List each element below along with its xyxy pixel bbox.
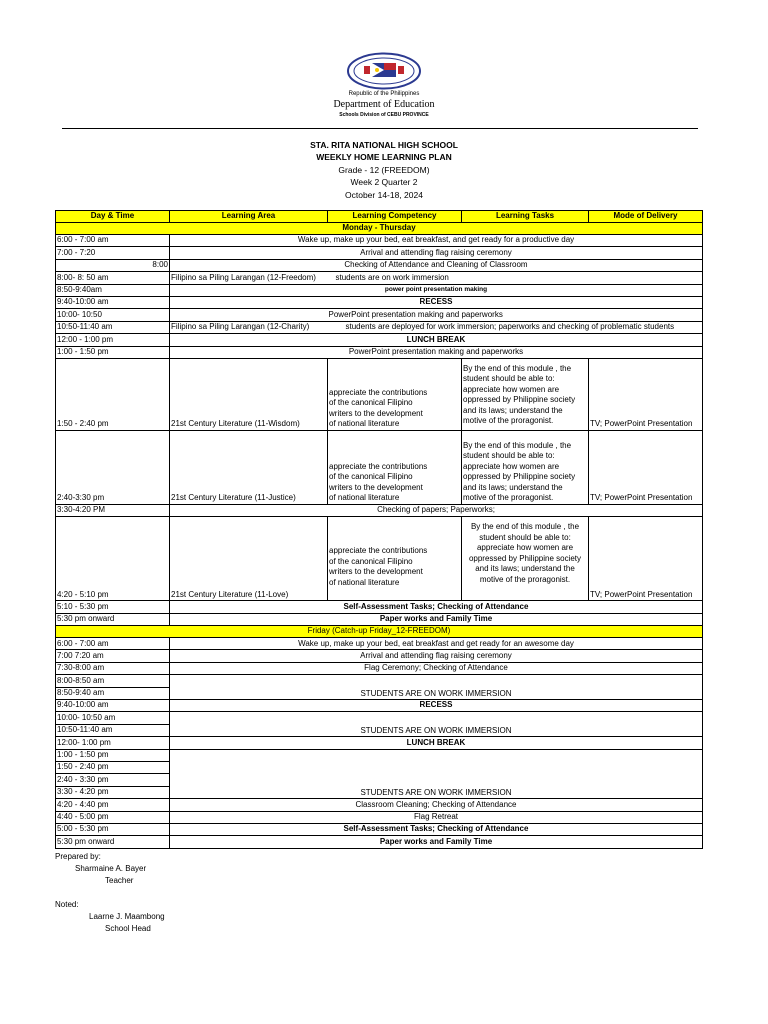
noted-label: Noted: [55,900,79,909]
table-row [56,247,703,259]
time-cell: 1:00 - 1:50 pm [56,346,170,358]
activity-cell: power point presentation making [170,284,703,296]
activity-cell: RECESS [170,700,703,712]
activity-cell: LUNCH BREAK [170,334,703,346]
area-cell: 21st Century Literature (11-Justice) [170,430,328,504]
table-row [56,737,703,749]
activity-cell: PowerPoint presentation making and paperworks [328,309,703,321]
table-row [56,749,703,761]
time-cell: 5:30 pm onward [56,836,170,848]
activity-cell: Arrival and attending flag raising ceremony [170,247,703,259]
division-label: Schools Division of CEBU PROVINCE [339,112,429,118]
noted-role: School Head [105,924,151,933]
task-line: By the end of this module , the [470,522,580,532]
competency-cell [328,517,462,601]
date-range: October 14-18, 2024 [345,189,423,200]
activity-cell: Checking of papers; Paperworks; [170,504,703,516]
header-divider [62,128,698,129]
activity-cell: PowerPoint presentation making and paperworks [170,346,703,358]
time-cell: 9:40-10:00 am [56,296,170,308]
table-row [56,321,703,333]
activity-cell: Paper works and Family Time [170,613,703,625]
task-line: student should be able to: [463,374,555,384]
table-row [56,799,703,811]
table-row [56,638,703,650]
plan-title: WEEKLY HOME LEARNING PLAN [316,152,452,163]
column-header: Mode of Delivery [589,211,703,223]
task-cell [462,430,589,504]
time-cell: 10:50-11:40 am [56,321,170,333]
task-line: and its laws; understand the [463,405,563,415]
column-header: Day & Time [56,211,170,223]
competency-cell [328,358,462,430]
time-cell: 12:00- 1:00 pm [56,737,170,749]
task-line: student should be able to: [479,532,571,542]
week-label: Week 2 Quarter 2 [350,177,418,188]
time-cell: 1:00 - 1:50 pm [56,749,170,761]
mode-cell: TV; PowerPoint Presentation [589,517,703,601]
area-cell: 21st Century Literature (11-Wisdom) [170,358,328,430]
task-cell [462,517,589,601]
table-row [56,712,703,724]
activity-cell: Checking of Attendance and Cleaning of Classroom [170,259,703,271]
competency-line: writers to the development [329,567,423,577]
table-row [56,675,703,687]
area-cell: 21st Century Literature (11-Love) [170,517,328,601]
time-cell: 1:50 - 2:40 pm [56,761,170,773]
learning-plan-table [55,210,703,849]
deped-seal-logo [346,52,422,90]
task-line: oppressed by Philippine society [463,472,576,482]
table-row [56,259,703,271]
time-cell: 1:50 - 2:40 pm [56,358,170,430]
task-cell [462,358,589,430]
time-cell: 2:40 - 3:30 pm [56,774,170,786]
competency-line: of national literature [329,577,400,587]
time-cell: 8:00 [56,259,170,271]
competency-line: writers to the development [329,408,423,418]
activity-cell: STUDENTS ARE ON WORK IMMERSION [170,675,703,700]
competency-line: of the canonical Filipino [329,472,413,482]
activity-cell: LUNCH BREAK [170,737,703,749]
activity-cell: STUDENTS ARE ON WORK IMMERSION [170,749,703,799]
prepared-name: Sharmaine A. Bayer [75,864,147,873]
activity-cell: Arrival and attending flag raising ceremony [170,650,703,662]
time-cell: 3:30-4:20 PM [56,504,170,516]
section-row-friday [56,626,703,638]
prepared-role: Teacher [105,876,134,885]
table-row [56,430,703,504]
table-row [56,272,703,284]
table-row [56,334,703,346]
table-row [56,823,703,835]
time-cell: 6:00 - 7:00 am [56,638,170,650]
time-cell: 10:50-11:40 am [56,724,170,736]
task-line: oppressed by Philippine society [463,395,576,405]
table-row [56,700,703,712]
task-line: By the end of this module , the [463,363,572,373]
activity-cell: Flag Retreat [170,811,703,823]
time-cell: 10:00- 10:50 [56,309,170,321]
competency-line: appreciate the contributions [329,461,428,471]
task-line: student should be able to: [463,451,555,461]
prepared-label: Prepared by: [55,852,101,861]
table-header-row [56,211,703,223]
department-label: Department of Education [333,99,435,110]
task-line: and its laws; understand the [475,564,575,574]
plan-title-block [0,139,768,201]
table-row [56,517,703,601]
signature-block [55,851,165,935]
time-cell: 6:00 - 7:00 am [56,235,170,247]
table-row [56,504,703,516]
section-label: Monday - Thursday [56,223,703,235]
time-cell: 8:50-9:40am [56,284,170,296]
column-header: Learning Competency [328,211,462,223]
area-cell: Filipino sa Piling Larangan (12-Freedom) [170,272,328,284]
task-line: motive of the proragonist. [463,416,554,426]
time-cell: 7:30-8:00 am [56,662,170,674]
table-row [56,836,703,848]
letterhead [0,52,768,118]
mode-cell: TV; PowerPoint Presentation [589,430,703,504]
table-row [56,309,703,321]
time-cell: 4:20 - 5:10 pm [56,517,170,601]
activity-cell: Flag Ceremony; Checking of Attendance [170,662,703,674]
activity-cell: Classroom Cleaning; Checking of Attendance [170,799,703,811]
competency-line: of the canonical Filipino [329,556,413,566]
section-row-mon-thu [56,223,703,235]
table-row [56,358,703,430]
time-cell: 5:30 pm onward [56,613,170,625]
activity-cell: Self-Assessment Tasks; Checking of Attendance [170,601,703,613]
activity-cell: STUDENTS ARE ON WORK IMMERSION [170,712,703,737]
time-cell: 8:00-8:50 am [56,675,170,687]
task-line: appreciate how women are [463,461,560,471]
activity-cell: students are on work immersion [328,272,703,284]
table-row [56,296,703,308]
task-line: appreciate how women are [476,543,574,553]
competency-line: of national literature [329,493,400,503]
section-label: Friday (Catch-up Friday_12-FREEDOM) [56,626,703,638]
school-name: STA. RITA NATIONAL HIGH SCHOOL [310,140,458,150]
activity-cell: Wake up, make up your bed, eat breakfast, and get ready for a productive day [170,235,703,247]
task-line: oppressed by Philippine society [468,553,582,563]
mode-cell: TV; PowerPoint Presentation [589,358,703,430]
republic-label: Republic of the Philippines [348,91,420,97]
time-cell: 10:00- 10:50 am [56,712,170,724]
time-cell: 8:50-9:40 am [56,687,170,699]
area-cell: Filipino sa Piling Larangan (12-Charity) [170,321,328,333]
table-row [56,662,703,674]
table-row [56,601,703,613]
competency-line: appreciate the contributions [329,387,428,397]
activity-cell: RECESS [170,296,703,308]
empty-cell [170,309,328,321]
activity-cell: students are deployed for work immersion; paperworks and checking of problematic students [328,321,703,333]
time-cell: 9:40-10:00 am [56,700,170,712]
time-cell: 5:00 - 5:30 pm [56,823,170,835]
task-line: appreciate how women are [463,384,560,394]
time-cell: 4:20 - 4:40 pm [56,799,170,811]
activity-cell: Wake up, make up your bed, eat breakfast and get ready for an awesome day [170,638,703,650]
time-cell: 4:40 - 5:00 pm [56,811,170,823]
time-cell: 7:00 - 7:20 [56,247,170,259]
activity-cell: Self-Assessment Tasks; Checking of Attendance [170,823,703,835]
grade-label: Grade - 12 (FREEDOM) [338,164,430,175]
time-cell: 8:00- 8: 50 am [56,272,170,284]
competency-line: of the canonical Filipino [329,398,413,408]
table-row [56,650,703,662]
time-cell: 3:30 - 4:20 pm [56,786,170,798]
time-cell: 5:10 - 5:30 pm [56,601,170,613]
table-row [56,346,703,358]
competency-line: writers to the development [329,482,423,492]
task-line: and its laws; understand the [463,482,563,492]
time-cell: 2:40-3:30 pm [56,430,170,504]
table-row [56,811,703,823]
competency-cell [328,430,462,504]
time-cell: 7:00 7:20 am [56,650,170,662]
activity-cell: Paper works and Family Time [170,836,703,848]
noted-name: Laarne J. Maambong [89,912,165,921]
task-line: motive of the proragonist. [479,574,571,584]
competency-line: appreciate the contributions [329,546,428,556]
table-row [56,284,703,296]
time-cell: 12:00 - 1:00 pm [56,334,170,346]
column-header: Learning Area [170,211,328,223]
column-header: Learning Tasks [462,211,589,223]
task-line: By the end of this module , the [463,440,572,450]
task-line: motive of the proragonist. [463,493,554,503]
competency-line: of national literature [329,419,400,429]
table-row [56,235,703,247]
table-row [56,613,703,625]
